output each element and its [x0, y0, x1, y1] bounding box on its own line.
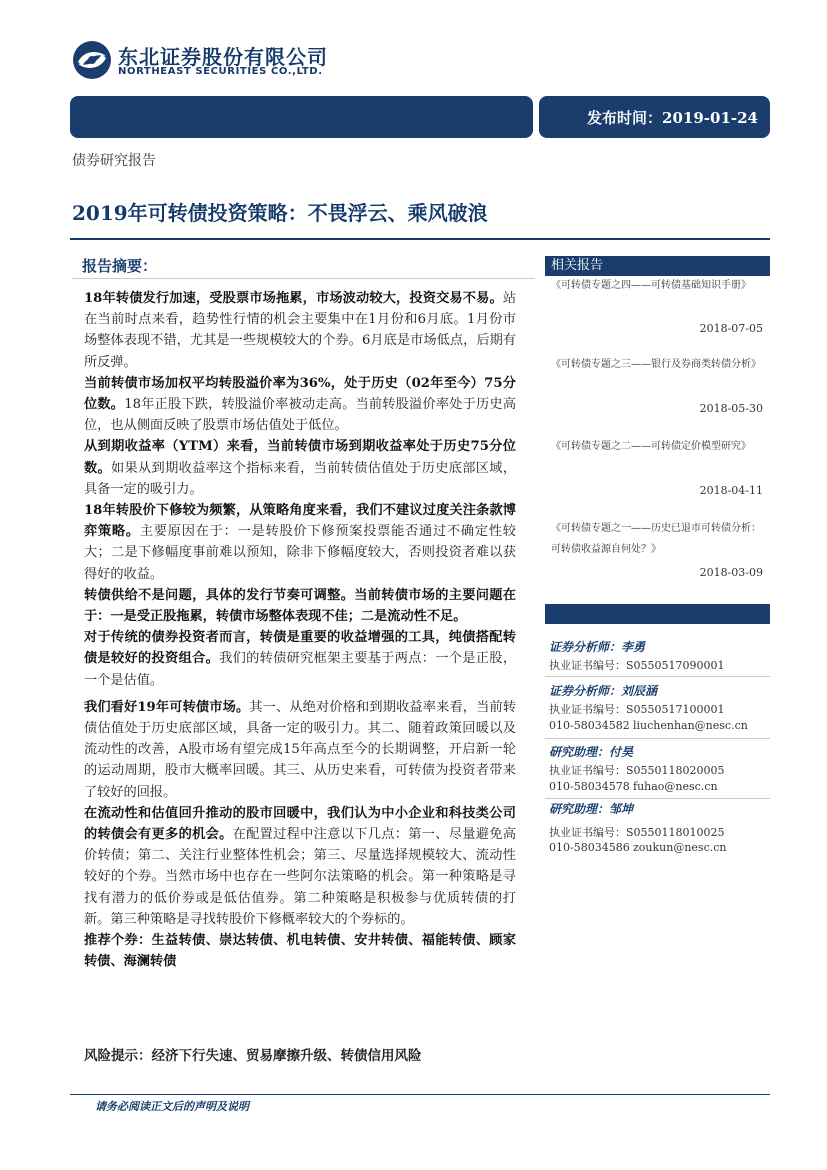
summary-key-point: 从到期收益率（YTM）来看，当前转债市场到期收益率处于历史75分位数。 — [84, 439, 516, 476]
related-report-date: 2018-07-05 — [699, 322, 763, 335]
related-report-link[interactable]: 《可转债专题之一——历史已退市可转债分析：可转债收益源自何处？》 — [551, 523, 761, 555]
company-logo-icon — [72, 40, 112, 80]
analyst-contact — [549, 780, 769, 793]
related-report-link[interactable]: 《可转债专题之四——可转债基础知识手册》 — [551, 280, 751, 291]
summary-text: 其一、从绝对价格和到期收益率来看，当前转债估值处于历史底部区域，具备一定的吸引力。其二、随着政策回暖以及流动性的改善，A股市场有望完成15年高点至今的长期调整，开启新一轮的运动周期，股市大概率回暖。其三、从历史来看，可转债为投资者带来了较好的回报。 — [84, 699, 517, 800]
analyst-email[interactable]: fuhao@nesc.cn — [633, 780, 718, 793]
related-report-link[interactable]: 《可转债专题之三——银行及券商类转债分析》 — [551, 359, 761, 370]
divider — [545, 676, 770, 677]
related-report-link[interactable]: 《可转债专题之二——可转债定价模型研究》 — [551, 441, 751, 452]
summary-paragraph — [84, 288, 516, 373]
analyst-phone: 010-58034582 — [549, 719, 630, 732]
related-reports-heading: 相关报告 — [545, 256, 770, 276]
analyst-name: 证券分析师：李勇 — [549, 640, 646, 654]
summary-key-point: 对于传统的债券投资者而言，转债是重要的收益增强的工具，纯债搭配转债是较好的投资组合。 — [84, 630, 516, 667]
summary-key-point: 18年转债发行加速，受股票市场拖累，市场波动较大，投资交易不易。 — [84, 291, 503, 306]
summary-paragraph — [84, 500, 516, 585]
summary-text: 在配置过程中注意以下几点：第一、尽量避免高价转债；第二、关注行业整体性机会；第三、尽量选择规模较大、流动性较好的个券。当然市场中也存在一些阿尔法策略的机会。第一种策略是寻找有潜力的低价券或是低估值券。第二种策略是积极参与优质转债的打新。第三种策略是寻找转股价下修概率较大的个券标的。 — [84, 827, 517, 927]
summary-body — [84, 288, 516, 973]
summary-paragraph — [84, 585, 516, 627]
report-type: 债券研究报告 — [72, 153, 156, 169]
summary-key-point: 在流动性和估值回升推动的股市回暖中，我们认为中小企业和科技类公司的转债会有更多的机会。 — [84, 805, 516, 843]
related-report-date: 2018-03-09 — [699, 566, 763, 579]
analyst-cert: 执业证书编号：S0550517100001 — [549, 703, 725, 716]
summary-text: 如果从到期收益率这个指标来看，当前转债估值处于历史底部区域，具备一定的吸引力。 — [84, 460, 517, 497]
analyst-email[interactable]: zoukun@nesc.cn — [633, 841, 727, 854]
summary-heading: 报告摘要： — [82, 257, 158, 275]
brand-name-cn: 东北证券股份有限公司 — [118, 45, 328, 69]
summary-key-point: 我们看好19年可转债市场。 — [84, 699, 250, 715]
header-banner — [70, 96, 533, 138]
summary-paragraph — [84, 697, 516, 803]
analyst-cert: 执业证书编号：S0550118010025 — [549, 826, 725, 839]
divider — [545, 798, 770, 799]
related-report-date: 2018-05-30 — [699, 402, 763, 415]
summary-key-point: 18年转股价下修较为频繁，从策略角度来看，我们不建议过度关注条款博弈策略。 — [84, 503, 516, 540]
recommended-bonds: 推荐个券：生益转债、崇达转债、机电转债、安井转债、福能转债、顾家转债、海澜转债 — [84, 933, 516, 970]
analyst-cert: 执业证书编号：S0550517090001 — [549, 659, 725, 672]
report-title: 2019年可转债投资策略：不畏浮云、乘风破浪 — [72, 201, 488, 225]
summary-paragraph — [84, 930, 516, 972]
analyst-name: 证券分析师：刘辰涵 — [549, 684, 658, 698]
divider — [545, 738, 770, 739]
related-report-date: 2018-04-11 — [699, 484, 763, 497]
summary-text: 我们的转债研究框架主要基于两点：一个是正股，一个是估值。 — [84, 651, 517, 688]
brand-name-en: NORTHEAST SECURITIES CO.,LTD. — [118, 66, 323, 77]
analyst-contact — [549, 841, 769, 854]
divider — [70, 238, 770, 240]
analyst-cert: 执业证书编号：S0550118020005 — [549, 764, 725, 777]
summary-text: 站在当前时点来看，趋势性行情的机会主要集中在1月份和6月底。1月份市场整体表现不错，尤其是一些规模较大的个券。6月底是市场低点，后期有所反弹。 — [84, 291, 516, 370]
analyst-name: 研究助理：付昊 — [549, 745, 634, 759]
summary-text: 主要原因在于：一是转股价下修预案投票能否通过不确定性较大；二是下修幅度事前难以预知，除非下修幅度较大，否则投资者难以获得好的收益。 — [84, 524, 516, 582]
summary-paragraph — [84, 436, 516, 500]
analyst-phone: 010-58034578 — [549, 780, 630, 793]
summary-key-point: 转债供给不是问题，具体的发行节奏可调整。当前转债市场的主要问题在于：一是受正股拖累，转债市场整体表现不佳；二是流动性不足。 — [84, 587, 516, 625]
analyst-section-header — [545, 604, 770, 624]
analyst-email[interactable]: liuchenhan@nesc.cn — [633, 719, 748, 732]
summary-text: 18年正股下跌，转股溢价率被动走高。当前转股溢价率处于历史高位，也从侧面反映了股票市场估值处于低位。 — [84, 397, 517, 434]
summary-paragraph — [84, 803, 516, 930]
publish-date: 发布时间：2019-01-24 — [539, 96, 770, 138]
summary-key-point: 当前转债市场加权平均转股溢价率为36%，处于历史（02年至今）75分位数。 — [84, 375, 516, 413]
summary-paragraph — [84, 627, 516, 691]
footer-divider — [70, 1094, 770, 1095]
risk-warning: 风险提示：经济下行失速、贸易摩擦升级、转债信用风险 — [84, 1048, 422, 1064]
analyst-phone: 010-58034586 — [549, 841, 630, 854]
analyst-name: 研究助理：邹坤 — [549, 802, 634, 816]
analyst-contact — [549, 719, 769, 732]
summary-paragraph — [84, 373, 516, 437]
footer-disclaimer: 请务必阅读正文后的声明及说明 — [95, 1100, 249, 1113]
